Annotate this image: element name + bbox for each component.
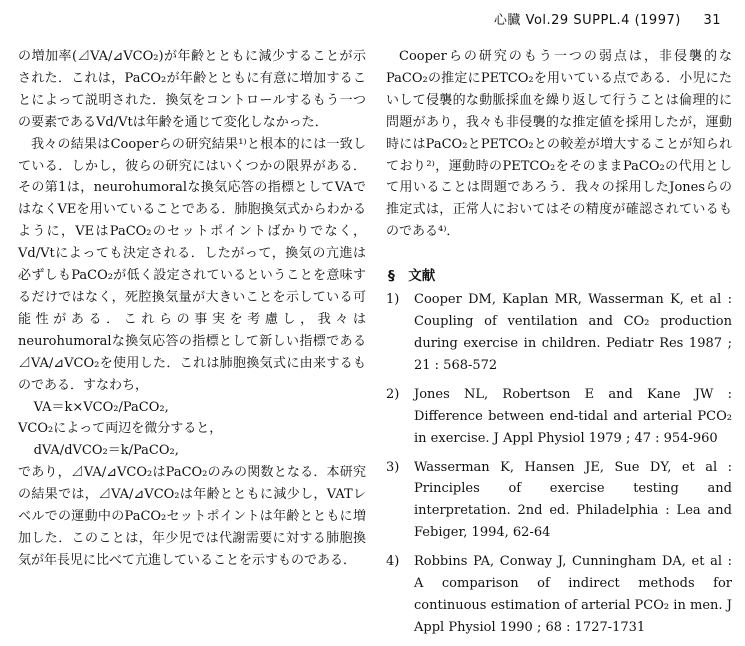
reference-text: Jones NL, Robertson E and Kane JW : Difference between end-tidal and arterial PCO₂ in exercise. J Appl Physiol 1979 ; 47 : 954-960 xyxy=(414,386,732,446)
journal-year: (1997) xyxy=(634,13,681,28)
reference-item xyxy=(386,289,732,377)
journal-volume: Vol.29 xyxy=(525,13,569,28)
equation: dVA/dVCO₂＝k/PaCO₂, xyxy=(33,443,179,459)
references-heading: § 文献 xyxy=(388,268,436,285)
references-list xyxy=(386,289,732,639)
reference-number: 1) xyxy=(386,292,400,308)
reference-text: Robbins PA, Conway J, Cunningham DA, et al : A comparison of indirect methods for continuous estimation of arterial PCO₂ in men. J Appl Physiol 1990 ; 68 : 1727-1731 xyxy=(414,554,732,635)
paragraph: Cooperらの研究のもう一つの弱点は，非侵襲的なPaCO₂の推定にPETCO₂を用いている点である．小児にたいして侵襲的な動脈採血を繰り返して行うことは倫理的に問題があり，我々も非侵襲的な推定値を採用したが，運動時にはPaCO₂とPETCO₂との較差が増大することが知られており²⁾，運動時のPETCO₂をそのままPaCO₂の代用として用いることは問題であろう．我々の採用したJonesらの推定式は，正常人においてはその精度が確認されているものである⁴⁾． xyxy=(386,49,732,240)
equation: VA＝k×VCO₂/PaCO₂, xyxy=(33,399,169,415)
paragraph: VCO₂によって両辺を微分すると， xyxy=(18,421,223,437)
paragraph: であり，⊿VA/⊿VCO₂はPaCO₂のみの関数となる．本研究の結果では，⊿VA/⊿VCO₂は年齢とともに減少し，VATレベルでの運動中のPaCO₂セットポイントは年齢とともに増加した．このことは，年少児では代謝需要に対する肺胞換気が年長児に比べて亢進していることを示すものである． xyxy=(18,465,366,568)
reference-number: 4) xyxy=(386,554,400,570)
reference-item xyxy=(386,457,732,545)
running-head xyxy=(494,9,721,28)
page-number: 31 xyxy=(703,13,721,28)
reference-number: 2) xyxy=(386,386,400,402)
left-column xyxy=(18,46,366,572)
reference-item xyxy=(386,384,732,450)
paragraph: 我々の結果はCooperらの研究結果¹⁾と根本的には一致している．しかし，彼らの研究にはいくつかの限界がある．その第1は，neurohumoralな換気応答の指標としてVAではなくVEを用いていることである．肺胞換気式からわかるように，VEはPaCO₂のセットポイントばかりでなく，Vd/Vtによっても決定される．したがって，換気の亢進は必ずしもPaCO₂が低く設定されているということを意味するだけではなく，死腔換気量が大きいことを示している可能性がある．これらの事実を考慮し，我々はneurohumoralな換気応答の指標として新しい指標である⊿VA/⊿VCO₂を使用した．これは肺胞換気式に由来するものである．すなわち， xyxy=(18,136,366,393)
reference-text: Wasserman K, Hansen JE, Sue DY, et al : Principles of exercise testing and interpretation. 2nd ed. Philadelphia : Lea and Febiger, 1994, 62-64 xyxy=(414,459,732,541)
journal-supplement: SUPPL.4 xyxy=(573,13,630,28)
reference-number: 3) xyxy=(386,459,400,475)
right-column xyxy=(386,46,732,646)
reference-item xyxy=(386,551,732,639)
paragraph: の増加率(⊿VA/⊿VCO₂)が年齢とともに減少することが示された．これは，PaCO₂が年齢とともに有意に増加することによって説明された．換気をコントロールするもう一つの要素であるVd/Vtは年齢を通じて変化しなかった． xyxy=(18,49,366,130)
reference-text: Cooper DM, Kaplan MR, Wasserman K, et al : Coupling of ventilation and CO₂ production during exercise in children. Pediatr Res 1987 ; 21 : 568-572 xyxy=(414,292,732,373)
journal-name: 心臓 xyxy=(493,13,521,28)
